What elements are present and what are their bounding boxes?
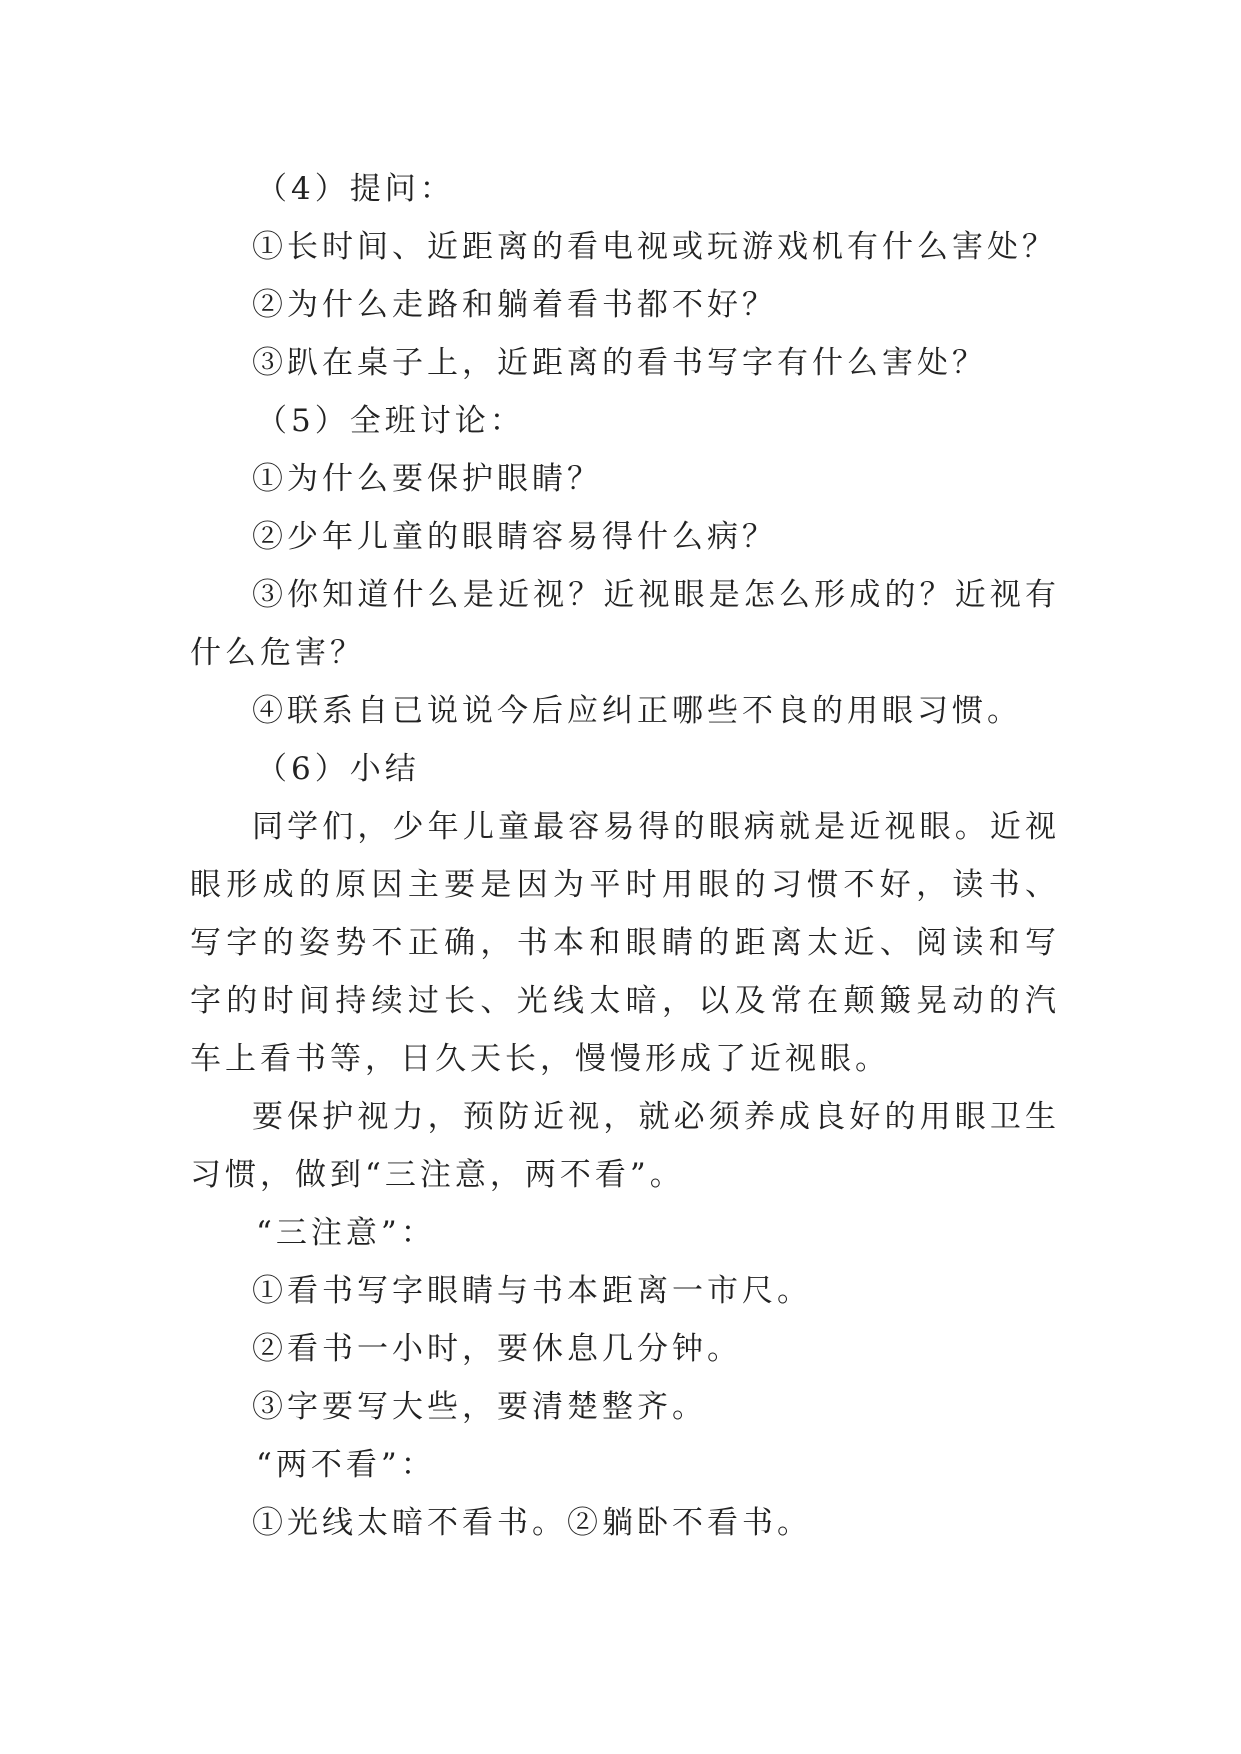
discussion-item-1: ①为什么要保护眼睛？ <box>252 461 602 497</box>
question-item-3: ③趴在桌子上，近距离的看书写字有什么害处？ <box>252 345 987 381</box>
attention-item-3: ③字要写大些，要清楚整齐。 <box>252 1389 707 1425</box>
discussion-item-4: ④联系自已说说今后应纠正哪些不良的用眼习惯。 <box>252 693 1022 729</box>
section-heading-question: （4）提问： <box>256 171 455 207</box>
attention-item-2: ②看书一小时，要休息几分钟。 <box>252 1331 742 1367</box>
document-body <box>190 160 1060 1552</box>
discussion-item-2: ②少年儿童的眼睛容易得什么病？ <box>252 519 777 555</box>
two-donts-heading: “两不看”： <box>256 1447 436 1483</box>
discussion-item-3: ③你知道什么是近视？近视眼是怎么形成的？近视有什么危害？ <box>190 577 1060 671</box>
section-heading-discussion: （5）全班讨论： <box>256 403 525 439</box>
summary-paragraph-2: 要保护视力，预防近视，就必须养成良好的用眼卫生习惯，做到“三注意，两不看”。 <box>190 1099 1060 1193</box>
section-heading-summary: （6）小结 <box>256 751 420 787</box>
question-item-2: ②为什么走路和躺着看书都不好？ <box>252 287 777 323</box>
question-item-1: ①长时间、近距离的看电视或玩游戏机有什么害处？ <box>252 229 1057 265</box>
summary-paragraph-1: 同学们，少年儿童最容易得的眼病就是近视眼。近视眼形成的原因主要是因为平时用眼的习惯不好，读书、写字的姿势不正确，书本和眼睛的距离太近、阅读和写字的时间持续过长、光线太暗，以及常在颠簸晃动的汽车上看书等，日久天长，慢慢形成了近视眼。 <box>190 809 1060 1077</box>
three-attentions-heading: “三注意”： <box>256 1215 436 1251</box>
attention-item-1: ①看书写字眼睛与书本距离一市尺。 <box>252 1273 812 1309</box>
donts-items: ①光线太暗不看书。②躺卧不看书。 <box>252 1505 812 1541</box>
